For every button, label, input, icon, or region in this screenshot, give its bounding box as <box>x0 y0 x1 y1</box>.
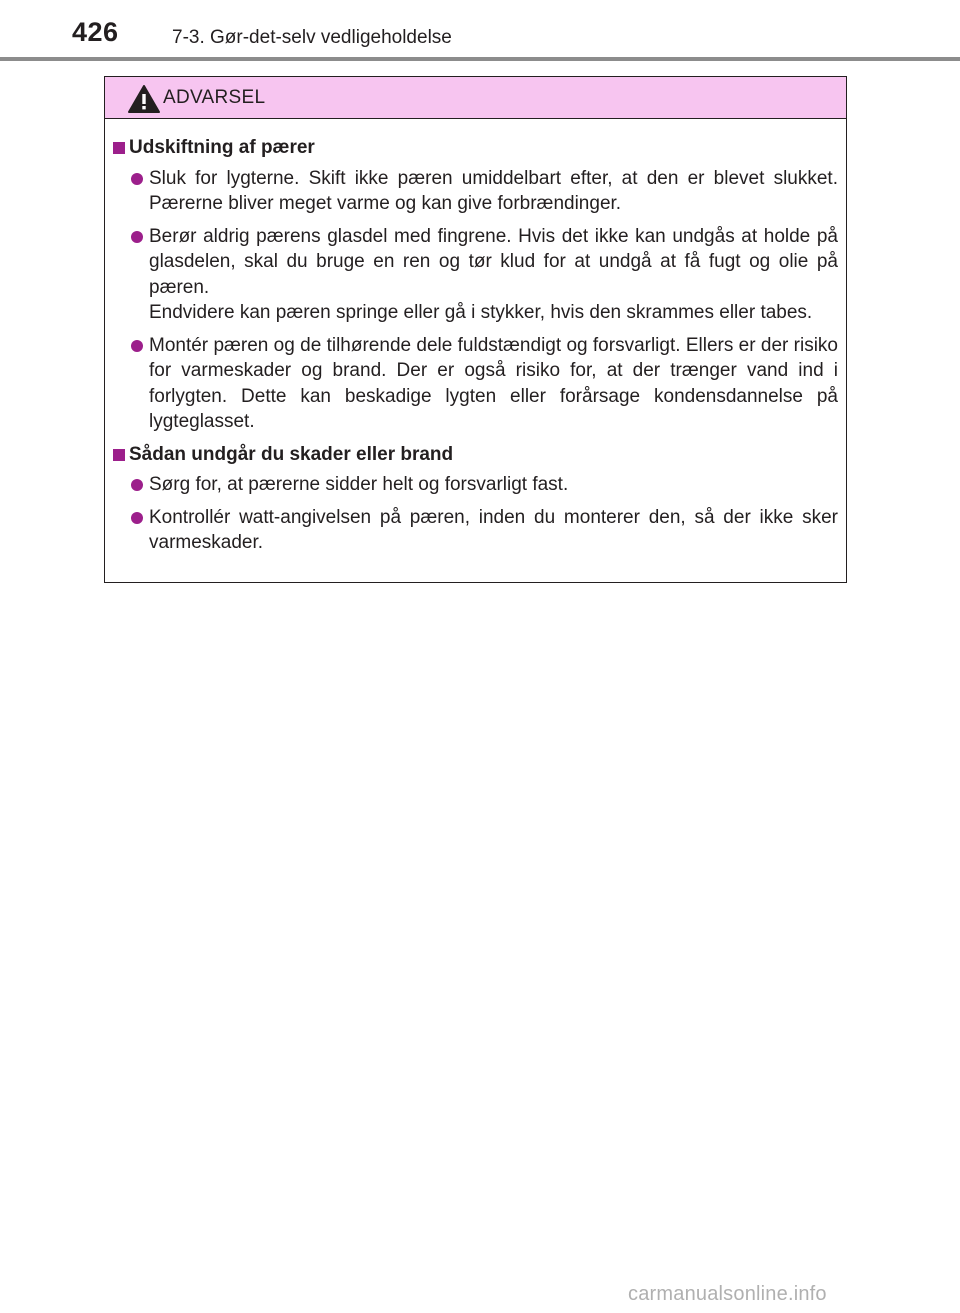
warning-box <box>104 76 847 583</box>
round-bullet-icon <box>131 340 143 352</box>
square-bullet-icon <box>113 142 125 154</box>
warning-title: ADVARSEL <box>163 87 266 108</box>
item-text: Sørg for, at pærerne sidder helt og forsvarligt fast. <box>149 474 569 495</box>
footer-watermark-link[interactable]: carmanualsonline.info <box>628 1283 827 1305</box>
section-heading <box>113 442 838 468</box>
round-bullet-icon <box>131 231 143 243</box>
list-item <box>113 224 838 326</box>
list-item <box>113 333 838 435</box>
section-title: 7-3. Gør-det-selv vedligeholdelse <box>172 27 452 48</box>
round-bullet-icon <box>131 173 143 185</box>
warning-body <box>105 119 846 556</box>
list-item <box>113 166 838 217</box>
warning-triangle-icon <box>127 84 161 114</box>
item-text: Sluk for lygterne. Skift ikke pæren umiddelbart efter, at den er blevet slukket. Pærerne bliver meget varme og kan give forbrændinger. <box>149 167 838 214</box>
item-text: Endvidere kan pæren springe eller gå i stykker, hvis den skrammes eller tabes. <box>149 302 813 323</box>
warning-header <box>105 77 846 119</box>
page-header <box>0 0 960 62</box>
item-text: Berør aldrig pærens glasdel med fingrene. Hvis det ikke kan undgås at holde på glasdelen, skal du bruge en ren og tør klud for at undgå at få fugt og olie på pæren. <box>149 225 838 298</box>
section-heading <box>113 135 838 161</box>
list-item <box>113 505 838 556</box>
item-text: Montér pæren og de tilhørende dele fuldstændigt og forsvarligt. Ellers er der risiko for varmeskader og brand. Der er også risiko for, at der trænger vand ind i forlygten. Dette kan beskadige lygten eller forårsage kondensdannelse på lygteglasset. <box>149 334 838 432</box>
square-bullet-icon <box>113 449 125 461</box>
section-heading-text: Sådan undgår du skader eller brand <box>129 443 454 465</box>
header-rule <box>0 57 960 61</box>
round-bullet-icon <box>131 479 143 491</box>
page-number: 426 <box>72 17 119 47</box>
item-text: Kontrollér watt-angivelsen på pæren, inden du monterer den, så der ikke sker varmeskader. <box>149 506 838 553</box>
section-heading-text: Udskiftning af pærer <box>129 137 315 158</box>
list-item <box>113 472 838 498</box>
round-bullet-icon <box>131 512 143 524</box>
